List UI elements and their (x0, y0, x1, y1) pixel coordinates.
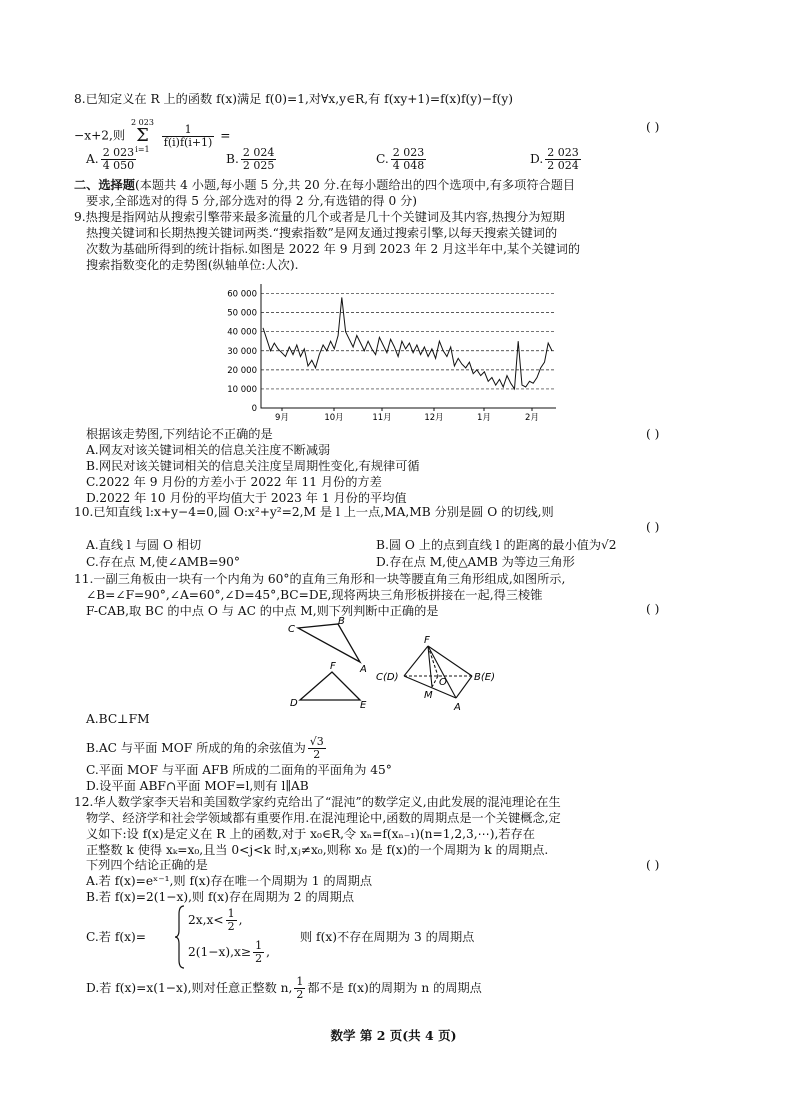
label-m: M (424, 690, 433, 701)
q10-option-b: B.圆 O 上的点到直线 l 的距离的最小值为√2 (376, 538, 617, 552)
q11-paren: ( ) (646, 602, 660, 616)
label-be: B(E) (474, 672, 495, 683)
q12-option-d-frac (294, 976, 305, 1001)
q8-option-a-num: 2 023 (102, 146, 135, 159)
q11-option-d: D.设平面 ABF∩平面 MOF=l,则有 l∥AB (86, 779, 309, 793)
q11-option-b-text: B.AC 与平面 MOF 所成的角的余弦值为 (86, 741, 306, 755)
q8-frac (162, 124, 215, 149)
section2-line1-rest: (本题共 4 小题,每小题 5 分,共 20 分.在每小题给出的四个选项中,有多项符合题目 (134, 178, 576, 192)
q10-option-d: D.存在点 M,使△AMB 为等边三角形 (376, 555, 575, 569)
q12-option-d-post: 都不是 f(x)的周期为 n 的周期点 (307, 981, 482, 995)
label-d: D (290, 698, 298, 709)
label-f: F (330, 661, 336, 672)
q11-line3: F-CAB,取 BC 的中点 O 与 AC 的中点 M,则下列判断中正确的是 (86, 604, 439, 618)
x-tick-label: 11月 (372, 413, 392, 423)
page-footer: 数学 第 2 页(共 4 页) (330, 1028, 457, 1043)
q12-option-c-case1-frac (226, 908, 237, 933)
section2-title: 二、选择题 (74, 178, 135, 192)
q11-option-b-frac (308, 736, 326, 761)
q12-paren: ( ) (646, 858, 660, 872)
edge-ab (456, 676, 472, 698)
tetrahedron-figure (376, 634, 496, 714)
q9-line2: 热搜关键词和长期热搜关键词两类.“搜索指数”是网友通过搜索引擎,以每天搜索关键词的 (86, 226, 558, 240)
q10-line1: 10.已知直线 l:x+y−4=0,圆 O:x²+y²=2,M 是 l 上一点,MA,MB 分别是圆 O 的切线,则 (74, 505, 554, 519)
chart-x-ticks (275, 408, 539, 423)
q8-option-a-den: 4 050 (102, 159, 135, 172)
label-a: A (360, 664, 367, 675)
q12-option-a: A.若 f(x)=eˣ⁻¹,则 f(x)存在唯一个周期为 1 的周期点 (86, 874, 373, 888)
q12-option-c-case2-frac (253, 940, 264, 965)
q8-option-d-num: 2 023 (547, 146, 579, 159)
q10-option-a: A.直线 l 与圆 O 相切 (86, 538, 202, 552)
edge-om (432, 676, 438, 687)
q12-option-c-case2-num: 1 (255, 939, 263, 952)
y-tick-label: 10 000 (227, 384, 257, 395)
x-tick-label: 12月 (424, 413, 444, 423)
q11-option-b-den: 2 (313, 748, 321, 761)
q8-option-b-den: 2 025 (242, 159, 275, 172)
q8-option-c-den: 4 048 (392, 159, 425, 172)
section2-line2: 要求,全部选对的得 5 分,部分选对的得 2 分,有选错的得 0 分) (86, 194, 418, 208)
chart-axes (261, 284, 556, 408)
q11-option-b (86, 736, 328, 761)
q8-option-a (86, 147, 138, 172)
q8-sum-sym: Σ (136, 125, 149, 146)
q12-option-c-case1-end: , (238, 913, 243, 927)
q9-option-c: C.2022 年 9 月份的方差小于 2022 年 11 月份的方差 (86, 475, 382, 489)
q9-question: 根据该走势图,下列结论不正确的是 (86, 427, 273, 441)
q8-sum-bottom: i=1 (135, 145, 150, 154)
q8-line2-pre: −x+2,则 (74, 128, 126, 143)
q12-option-c-case2-end: , (266, 945, 270, 959)
y-tick-label: 0 (251, 404, 257, 414)
q9-line1: 9.热搜是指网站从搜索引擎带来最多流量的几个或者是几十个关键词及其内容,热搜分为短期 (74, 210, 565, 224)
q12-option-c-case1 (188, 908, 242, 933)
q8-option-c-num: 2 023 (392, 146, 425, 159)
q12-option-b: B.若 f(x)=2(1−x),则 f(x)存在周期为 2 的周期点 (86, 890, 355, 904)
label-cd: C(D) (376, 672, 399, 683)
q8-option-a-frac (101, 147, 137, 172)
q8-option-d (530, 147, 583, 172)
triangle-cba (298, 624, 360, 662)
x-tick-label: 2月 (525, 413, 539, 423)
q12-option-c-case2 (188, 940, 270, 965)
x-tick-label: 9月 (275, 413, 289, 423)
label-c: C (288, 624, 295, 635)
section2-line1 (74, 178, 575, 193)
q8-frac-den: f(i)f(i+1) (163, 135, 213, 149)
y-tick-label: 60 000 (227, 289, 257, 300)
chart-series-line (263, 297, 552, 389)
q12-option-d-pre: D.若 f(x)=x(1−x),则对任意正整数 n, (86, 981, 293, 995)
label-b: B (338, 616, 345, 627)
chart-axis-lines (261, 284, 556, 408)
q12-option-d-num: 1 (296, 975, 304, 988)
q9-option-a: A.网友对该关键词相关的信息关注度不断减弱 (86, 443, 331, 457)
y-tick-label: 20 000 (227, 365, 257, 376)
q8-option-b-frac (241, 147, 277, 172)
q12-option-c-case1-den: 2 (227, 920, 235, 933)
edge-cf (404, 646, 428, 676)
y-tick-label: 30 000 (227, 346, 257, 357)
y-tick-label: 50 000 (227, 308, 257, 319)
q8-line1: 8.已知定义在 R 上的函数 f(x)满足 f(0)=1,对∀x,y∈R,有 f(xy+1)=f(x)f(y)−f(y) (74, 92, 514, 106)
chart-y-ticks (227, 290, 257, 414)
q12-option-c-case1-num: 1 (227, 907, 235, 920)
chart-grid (261, 294, 556, 389)
q9-option-d: D.2022 年 10 月份的平均值大于 2023 年 1 月份的平均值 (86, 491, 407, 505)
label-o: O (439, 677, 447, 688)
q8-sum-top: 2 023 (131, 118, 154, 127)
q8-option-b (226, 147, 278, 172)
q8-option-a-label: A. (86, 152, 99, 166)
q10-paren: ( ) (646, 520, 660, 534)
search-index-chart (216, 278, 561, 426)
triangle-dfe (300, 672, 360, 700)
label-a-3d: A (454, 702, 461, 713)
q11-option-b-num: √3 (309, 735, 324, 748)
q12-option-c-case1-text: 2x,x< (188, 913, 224, 927)
q8-option-c-label: C. (376, 152, 389, 166)
edge-fb (428, 646, 472, 676)
q12-option-d-den: 2 (296, 988, 304, 1001)
q8-paren: ( ) (646, 120, 660, 134)
q11-line1: 11.一副三角板由一块有一个内角为 60°的直角三角形和一块等腰直角三角形组成,如图所示, (74, 572, 566, 586)
q8-option-c (376, 147, 428, 172)
q8-option-d-label: D. (530, 152, 544, 166)
q9-line3: 次数为基础所得到的统计指标.如图是 2022 年 9 月到 2023 年 2 月这半年中,某个关键词的 (86, 242, 581, 256)
q12-option-c-post: 则 f(x)不存在周期为 3 的周期点 (300, 930, 475, 944)
q10-option-c: C.存在点 M,使∠AMB=90° (86, 555, 241, 569)
q8-option-b-num: 2 024 (242, 146, 275, 159)
q12-option-d (86, 976, 482, 1001)
y-tick-label: 40 000 (227, 327, 257, 338)
q9-paren: ( ) (646, 427, 660, 441)
q8-option-b-label: B. (226, 152, 239, 166)
q8-option-d-frac (545, 147, 581, 172)
x-tick-label: 1月 (477, 413, 491, 423)
q8-option-d-den: 2 024 (547, 159, 579, 172)
q11-option-c: C.平面 MOF 与平面 AFB 所成的二面角的平面角为 45° (86, 763, 392, 777)
q12-option-c-pre: C.若 f(x)= (86, 930, 146, 944)
q12-line5: 下列四个结论正确的是 (86, 858, 208, 872)
q8-line2-post: = (220, 128, 231, 143)
q9-option-b: B.网民对该关键词相关的信息关注度呈周期性变化,有规律可循 (86, 459, 420, 473)
q11-line2: ∠B=∠F=90°,∠A=60°,∠D=45°,BC=DE,现将两块三角形板拼接在一起,得三棱锥 (86, 588, 543, 602)
q12-line2: 物学、经济学和社会学领域都有重要作用.在混沌理论中,函数的周期点是一个关键概念,定 (86, 811, 561, 825)
q12-option-c-case2-den: 2 (255, 952, 263, 965)
label-f-3d: F (424, 635, 430, 646)
q11-option-a: A.BC⊥FM (86, 712, 150, 726)
q12-line4: 正整数 k 使得 xₖ=x₀,且当 0<j<k 时,xⱼ≠x₀,则称 x₀ 是 f(x)的一个周期为 k 的周期点. (86, 843, 549, 857)
piecewise-brace (174, 904, 186, 970)
q12-line1: 12.华人数学家李天岩和美国数学家约克给出了“混沌”的数学定义,由此发展的混沌理论在生 (74, 795, 561, 809)
q12-option-c-case2-text: 2(1−x),x≥ (188, 945, 252, 959)
q8-frac-num: 1 (162, 124, 215, 137)
q9-line4: 搜索指数变化的走势图(纵轴单位:人次). (86, 258, 299, 272)
q12-line3: 义如下:设 f(x)是定义在 R 上的函数,对于 x₀∈R,令 xₙ=f(xₙ₋₁)(n=1,2,3,⋯),若存在 (86, 827, 535, 841)
label-e: E (360, 700, 367, 710)
triangle-figures (280, 616, 380, 710)
q8-option-c-frac (391, 147, 427, 172)
x-tick-label: 10月 (324, 413, 344, 423)
